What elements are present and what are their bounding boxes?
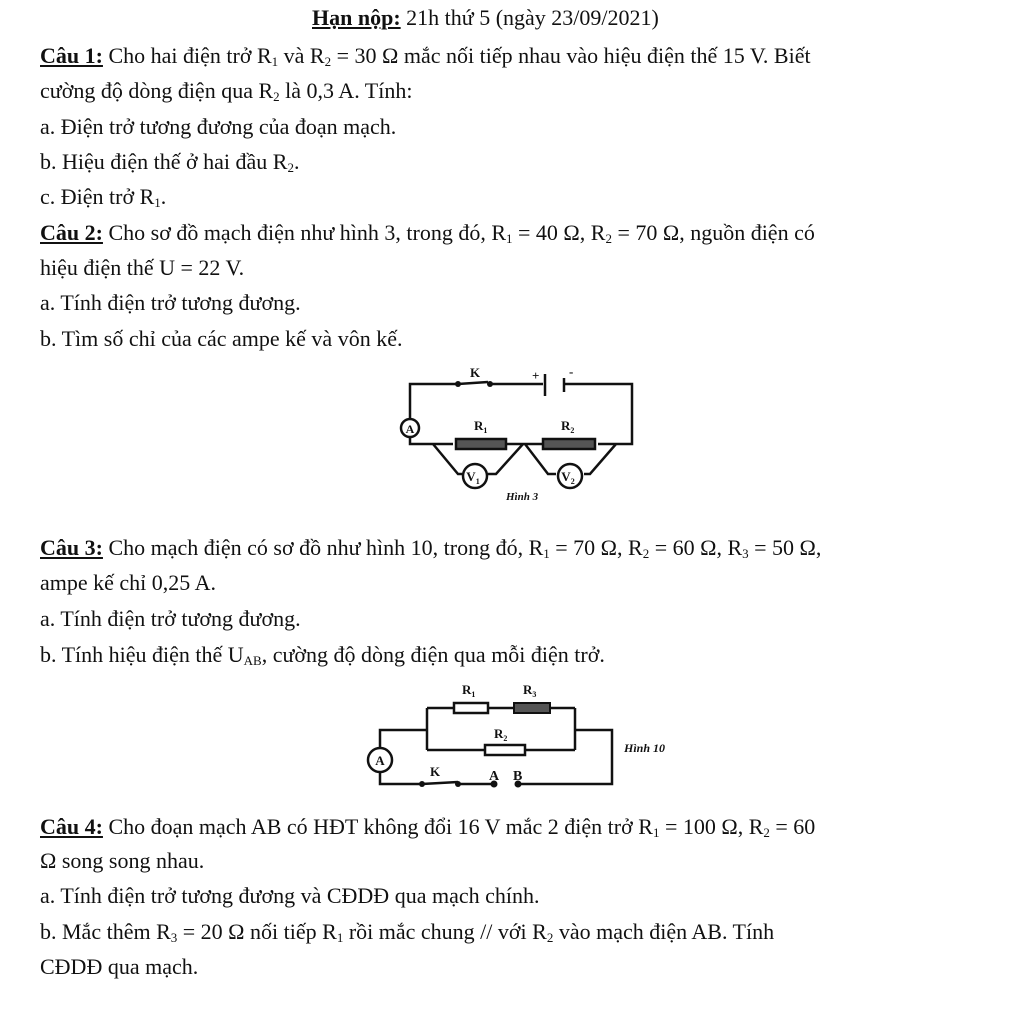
q2-part-b: b. Tìm số chỉ của các ampe kế và vôn kế. (40, 326, 403, 351)
q2-label: Câu 2: (40, 220, 103, 245)
q2-line-1: Câu 2: Cho sơ đồ mạch điện như hình 3, trong đó, $R_1 = 40$ Ω, $R_2 = 70$ Ω, nguồn điện có (40, 220, 815, 246)
fig10-r1-label: $R_1$ (462, 682, 476, 699)
fig3-plus-label: + (532, 368, 540, 383)
fig3-left-wire (410, 437, 453, 444)
figure-10-circuit (360, 678, 700, 800)
fig10-r3-label: $R_3$ (523, 682, 537, 699)
fig10-switch-contact-right (455, 781, 461, 787)
q4-line-1: Câu 4: Cho đoạn mạch AB có HĐT không đổi 16 V mắc 2 điện trở $R_1 = 100$ Ω, $R_2 = 60$ (40, 814, 816, 840)
fig10-resistor-r3 (514, 703, 550, 713)
fig3-resistor-r1 (456, 439, 506, 449)
q4-line-2: Ω song song nhau. (40, 848, 205, 873)
deadline-label: Hạn nộp: (312, 5, 401, 30)
q4-part-a: a. Tính điện trở tương đương và CĐDĐ qua mạch chính. (40, 883, 540, 908)
fig3-top-wire-right (565, 384, 632, 444)
q1-part-a: a. Điện trở tương đương của đoạn mạch. (40, 114, 397, 139)
fig10-b-label: B (513, 769, 523, 784)
fig3-switch-blade (458, 382, 488, 384)
fig10-switch-blade (422, 782, 458, 784)
fig10-r2-label: $R_2$ (494, 726, 508, 743)
q4-part-c: CĐDĐ qua mạch. (40, 954, 199, 979)
fig10-ammeter-label: A (375, 753, 385, 768)
fig3-switch-label: K (470, 365, 481, 380)
fig3-switch-contact-right (487, 381, 493, 387)
figure-3-circuit (388, 362, 648, 507)
fig10-left-outer-wire (380, 730, 427, 750)
fig10-resistor-r1 (454, 703, 488, 713)
q2-line-2: hiệu điện thế U = 22 V. (40, 255, 245, 280)
q4-part-b: b. Mắc thêm $R_3 = 20$ Ω nối tiếp $R_1$ rồi mắc chung // với $R_2$ vào mạch điện AB. Tính (40, 919, 775, 945)
q2-part-a: a. Tính điện trở tương đương. (40, 290, 301, 315)
fig10-right-outer-wire (520, 730, 612, 784)
q3-label: Câu 3: (40, 535, 103, 560)
q1-line-1: Câu 1: Cho hai điện trở $R_1$ và $R_2 = 30$ Ω mắc nối tiếp nhau vào hiệu điện thế 15 V. Biết (40, 43, 811, 69)
fig3-v1-label: $V_1$ (466, 469, 480, 486)
fig10-switch-contact-left (419, 781, 425, 787)
q1-part-b: b. Hiệu điện thế ở hai đầu $R_2$. (40, 149, 300, 175)
q1-label: Câu 1: (40, 43, 103, 68)
fig3-switch-contact-left (455, 381, 461, 387)
q3-part-a: a. Tính điện trở tương đương. (40, 606, 301, 631)
q1-part-c: c. Điện trở $R_1$. (40, 184, 167, 210)
fig3-v2-label: $V_2$ (561, 469, 575, 486)
q3-line-2: ampe kế chỉ 0,25 A. (40, 570, 216, 595)
fig3-r1-label: $R_1$ (474, 418, 488, 435)
fig3-r2-label: $R_2$ (561, 418, 575, 435)
fig3-ammeter-label: A (405, 422, 415, 436)
q3-line-1: Câu 3: Cho mạch điện có sơ đồ như hình 10, trong đó, $R_1 = 70$ Ω, $R_2 = 60$ Ω, $R_3 = 50$ Ω, (40, 535, 822, 561)
fig10-switch-label: K (430, 764, 441, 779)
fig3-resistor-r2 (543, 439, 595, 449)
q1-line-2: cường độ dòng điện qua $R_2$ là 0,3 A. Tính: (40, 78, 413, 104)
fig10-caption: Hình 10 (624, 741, 666, 755)
fig10-a-label: A (489, 769, 500, 784)
fig10-resistor-r2 (485, 745, 525, 755)
q3-part-b: b. Tính hiệu điện thế $U_{AB}$, cường độ dòng điện qua mỗi điện trở. (40, 642, 605, 668)
fig3-caption: Hình 3 (506, 491, 539, 503)
fig3-minus-label: - (569, 364, 574, 379)
deadline-line (312, 4, 659, 32)
fig3-top-wire-left (410, 384, 458, 419)
deadline-text: 21h thứ 5 (ngày 23/09/2021) (400, 5, 659, 30)
q4-label: Câu 4: (40, 814, 103, 839)
